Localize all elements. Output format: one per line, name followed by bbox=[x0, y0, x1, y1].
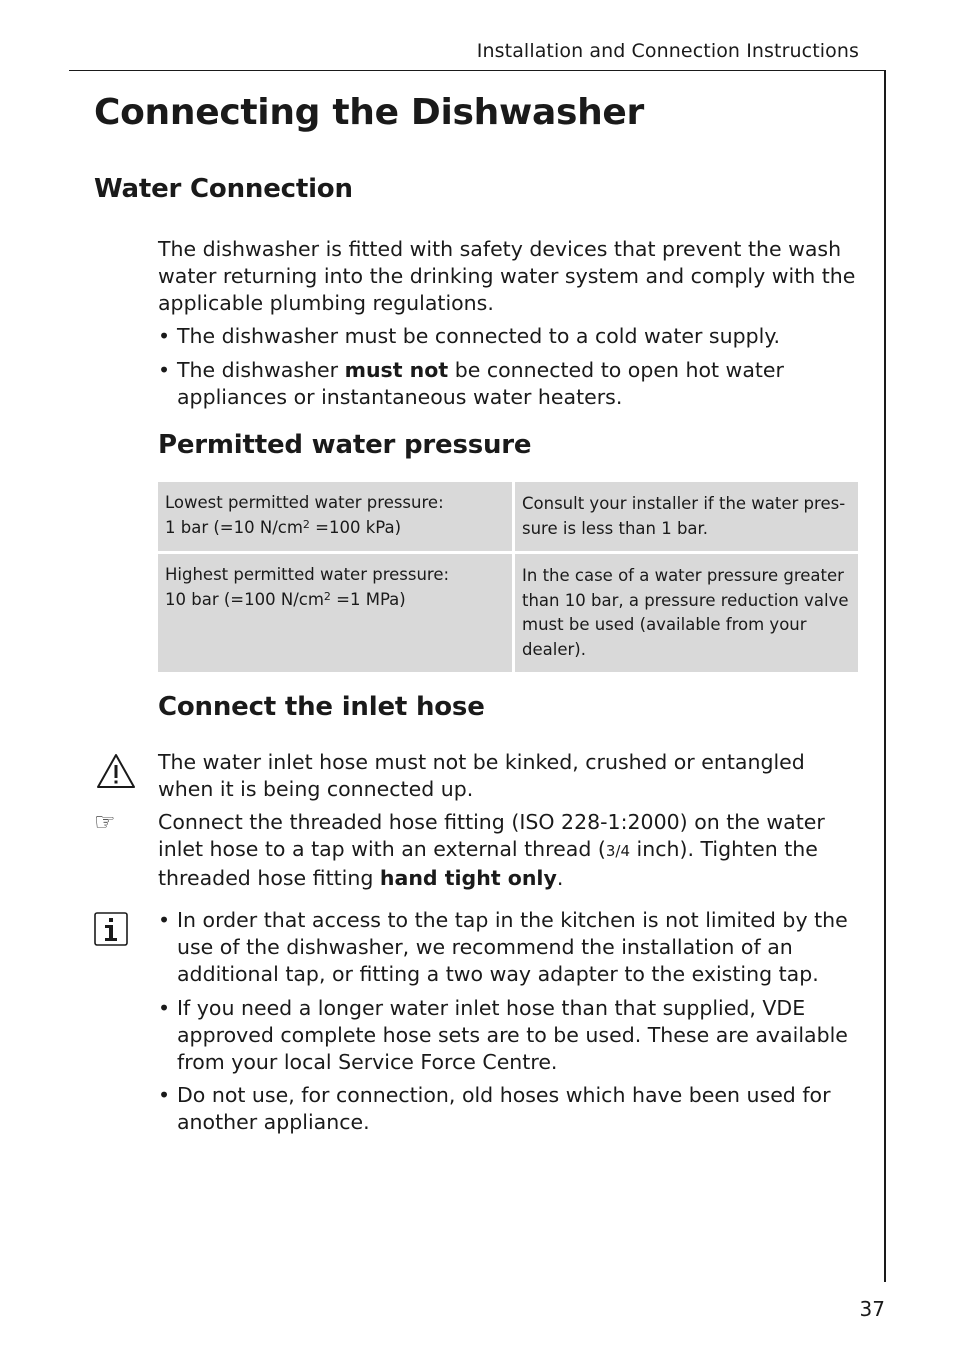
pointing-hand-icon: ☞ bbox=[94, 808, 116, 836]
bullet-dot: • bbox=[158, 358, 171, 382]
bullet-dot: • bbox=[158, 996, 171, 1020]
list-item bbox=[158, 323, 858, 350]
warning-triangle-icon bbox=[95, 752, 137, 790]
bullet-text: If you need a longer water inlet hose than that supplied, VDE approved complete hose sets are to be used. These are available from your local Service Force Centre. bbox=[177, 996, 848, 1074]
pressure-note: In the case of a water pressure greater than 10 bar, a pressure reduction valve must be used (available from your dealer). bbox=[514, 553, 859, 674]
pressure-value: 1 bar (=10 $N/cm^2 =100$ kPa) bbox=[165, 518, 402, 537]
bullet-dot: • bbox=[158, 908, 171, 932]
water-connection-heading: Water Connection bbox=[94, 174, 353, 204]
page-title: Connecting the Dishwasher bbox=[94, 92, 644, 133]
bullet-dot: • bbox=[158, 324, 171, 348]
pressure-table bbox=[158, 482, 858, 675]
page-number: 37 bbox=[859, 1297, 885, 1321]
list-item bbox=[158, 995, 858, 1076]
bullet-text: Do not use, for connection, old hoses which have been used for another appliance. bbox=[177, 1083, 831, 1134]
pressure-note: Consult your installer if the water pres-sure is less than 1 bar. bbox=[514, 482, 859, 553]
table-cell bbox=[158, 482, 514, 553]
inlet-hose-heading: Connect the inlet hose bbox=[158, 692, 485, 722]
table-row bbox=[158, 553, 858, 674]
list-item bbox=[158, 907, 858, 988]
warning-text: The water inlet hose must not be kinked, crushed or entangled when it is being connected up. bbox=[158, 750, 805, 801]
bullet-dot: • bbox=[158, 1083, 171, 1107]
margin-rule bbox=[884, 70, 886, 1282]
pressure-label: Highest permitted water pressure: bbox=[165, 565, 450, 584]
bullet-text: In order that access to the tap in the kitchen is not limited by the use of the dishwasher, we recommend the installation of an additional tap, or fitting a two way adapter to the existing tap. bbox=[177, 908, 848, 986]
instruction-step: Connect the threaded hose fitting (ISO 228-1:2000) on the water inlet hose to a tap with an external thread (3/4 inch). Tighten the threaded hose fitting hand tight only. bbox=[158, 810, 825, 890]
pressure-label: Lowest permitted water pressure: bbox=[165, 493, 444, 512]
info-icon bbox=[94, 912, 128, 946]
list-item bbox=[158, 1082, 858, 1136]
bullet-text-pre: The dishwasher bbox=[177, 358, 345, 382]
bullet-text-post: be connected to open hot water appliances or instantaneous water heaters. bbox=[177, 358, 784, 409]
water-connection-intro: The dishwasher is fitted with safety devices that prevent the wash water returning into the drinking water system and comply with the applicable plumbing regulations. bbox=[158, 237, 856, 315]
bullet-text-emphasis: must not bbox=[344, 358, 449, 382]
bullet-text: The dishwasher must be connected to a cold water supply. bbox=[177, 324, 781, 348]
table-cell bbox=[158, 553, 514, 674]
running-header: Installation and Connection Instructions bbox=[476, 40, 859, 62]
header-rule bbox=[69, 70, 886, 71]
table-row bbox=[158, 482, 858, 553]
pressure-value: 10 bar (=100 $N/cm^2 =1$ MPa) bbox=[165, 590, 406, 609]
list-item bbox=[158, 357, 858, 411]
pressure-heading: Permitted water pressure bbox=[158, 430, 532, 460]
